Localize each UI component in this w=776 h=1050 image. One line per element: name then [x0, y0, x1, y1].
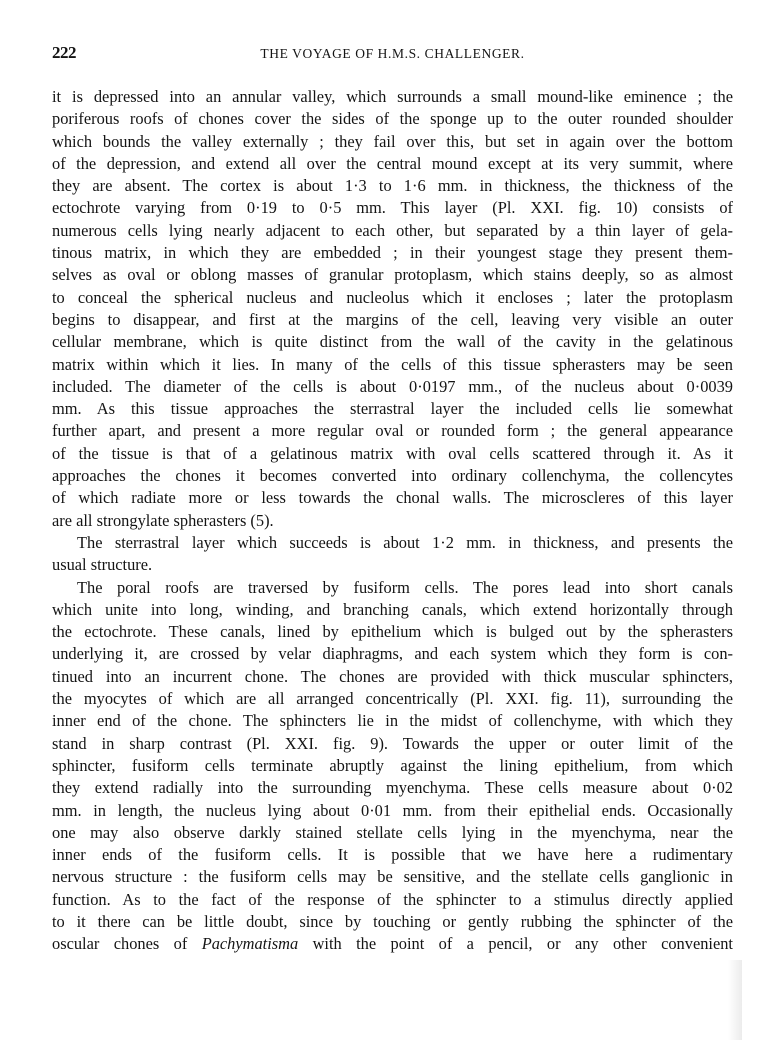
text-run: oscular chones of [52, 934, 202, 954]
text-line: tinued into an incurrent chone. The chones are provided with thick muscular sphincters, [52, 666, 733, 686]
text-line: ectochrote varying from 0·19 to 0·5 mm. This layer (Pl. XXI. fig. 10) consists of [52, 198, 733, 218]
text-line: it is depressed into an annular valley, which surrounds a small mound-like eminence ; the [52, 87, 733, 106]
page-edge-shadow [728, 960, 742, 1040]
text-line [52, 933, 733, 955]
running-head [52, 43, 733, 65]
text-line: nervous structure : the fusiform cells may be sensitive, and the stellate cells ganglionic in [52, 867, 733, 887]
text-line: which bounds the valley externally ; they fail over this, but set in again over the bottom [52, 131, 733, 151]
text-line: they are absent. The cortex is about 1·3 to 1·6 mm. in thickness, the thickness of the [52, 176, 733, 196]
text-line: matrix within which it lies. In many of the cells of this tissue spherasters may be seen [52, 354, 733, 374]
text-line: one may also observe darkly stained stellate cells lying in the myenchyma, near the [52, 822, 733, 842]
text-line: inner end of the chone. The sphincters lie in the midst of collenchyme, with which they [52, 711, 733, 731]
text-line: tinous matrix, in which they are embedded ; in their youngest stage they present them- [52, 243, 733, 263]
text-line: of which radiate more or less towards the chonal walls. The microscleres of this layer [52, 488, 733, 508]
text-line: they extend radially into the surrounding myenchyma. These cells measure about 0·02 [52, 778, 733, 798]
genus-name-italic: Pachymatisma [201, 934, 299, 954]
text-line: which unite into long, winding, and branching canals, which extend horizontally through [52, 599, 733, 619]
text-line: begins to disappear, and first at the margins of the cell, leaving very visible an outer [52, 309, 733, 329]
text-line: numerous cells lying nearly adjacent to each other, but separated by a thin layer of gela- [52, 220, 733, 240]
text-line: cellular membrane, which is quite distinct from the wall of the cavity in the gelatinous [52, 332, 733, 352]
text-line: selves as oval or oblong masses of granular protoplasm, which stains deeply, so as almost [52, 265, 733, 285]
text-run: with the point of a pencil, or any other convenient [298, 934, 733, 954]
text-line: of the tissue is that of a gelatinous matrix with oval cells scattered through it. As it [52, 443, 733, 463]
text-line: are all strongylate spherasters (5). [52, 510, 274, 530]
text-line: to conceal the spherical nucleus and nucleolus which it encloses ; later the protoplasm [52, 287, 733, 307]
text-line: the myocytes of which are all arranged concentrically (Pl. XXI. fig. 11), surrounding the [52, 689, 733, 709]
paragraph [52, 577, 733, 956]
text-line: underlying it, are crossed by velar diaphragms, and each system which they form is con- [52, 644, 733, 664]
text-line: function. As to the fact of the response of the sphincter to a stimulus directly applied [52, 889, 733, 909]
text-line: usual structure. [52, 555, 153, 575]
text-line: sphincter, fusiform cells terminate abruptly against the lining epithelium, from which [52, 755, 733, 775]
text-line: mm. As this tissue approaches the sterrastral layer the included cells lie somewhat [52, 399, 733, 419]
text-line: poriferous roofs of chones cover the sides of the sponge up to the outer rounded shoulder [52, 109, 733, 129]
text-line: mm. in length, the nucleus lying about 0·01 mm. from their epithelial ends. Occasionally [52, 800, 733, 820]
text-line: The poral roofs are traversed by fusiform cells. The pores lead into short canals [77, 577, 733, 597]
text-line: stand in sharp contrast (Pl. XXI. fig. 9). Towards the upper or outer limit of the [52, 733, 733, 753]
running-title: THE VOYAGE OF H.M.S. CHALLENGER. [260, 46, 525, 61]
page-number: 222 [52, 43, 76, 62]
paragraph [52, 532, 733, 577]
text-line: the ectochrote. These canals, lined by epithelium which is bulged out by the spherasters [52, 622, 733, 642]
text-line: The sterrastral layer which succeeds is about 1·2 mm. in thickness, and presents the [77, 532, 733, 552]
paragraph [52, 86, 733, 532]
text-line: approaches the chones it becomes converted into ordinary collenchyma, the collencytes [52, 466, 733, 486]
text-line: to it there can be little doubt, since by touching or gently rubbing the sphincter of the [52, 911, 733, 931]
text-line: of the depression, and extend all over the central mound except at its very summit, where [52, 153, 733, 173]
text-line: inner ends of the fusiform cells. It is possible that we have here a rudimentary [52, 845, 733, 865]
text-line: further apart, and present a more regular oval or rounded form ; the general appearance [52, 421, 733, 441]
text-line: included. The diameter of the cells is about 0·0197 mm., of the nucleus about 0·0039 [52, 376, 733, 396]
body-text [52, 86, 733, 956]
